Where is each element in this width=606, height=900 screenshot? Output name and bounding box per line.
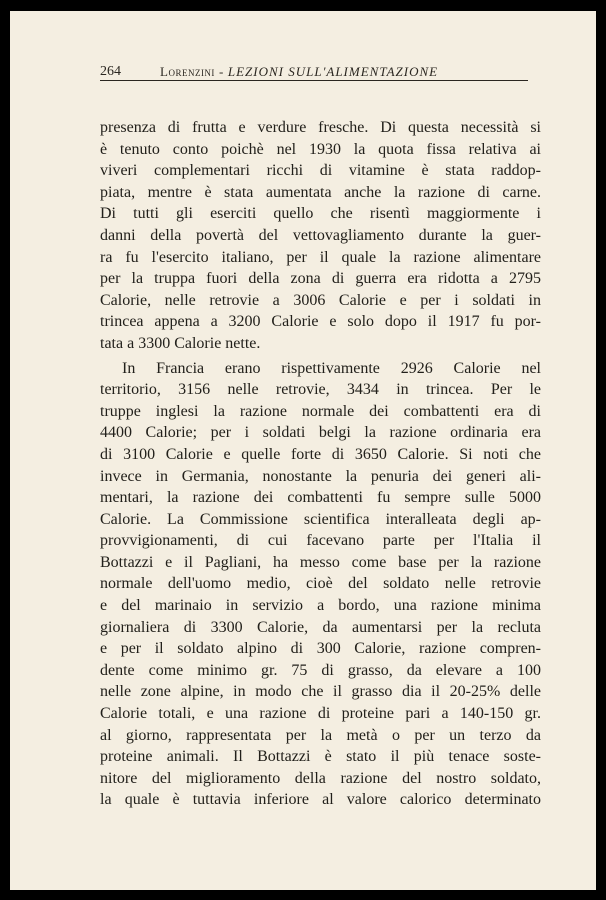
- header-separator: -: [218, 64, 224, 79]
- text-line: mentari, la razione dei combattenti fu sempre sulle 5000: [100, 489, 541, 507]
- text-line: nelle zone alpine, in modo che il grasso dia il 20-25% delle: [100, 683, 541, 701]
- text-line: viveri complementari ricchi di vitamine è stata raddop-: [100, 162, 541, 180]
- page-number: 264: [100, 64, 121, 79]
- author-name: Lorenzini: [160, 64, 215, 79]
- text-line: provvigionamenti, di cui facevano parte per l'Italia il: [100, 532, 541, 550]
- text-line: 4400 Calorie; per i soldati belgi la razione ordinaria era: [100, 424, 541, 442]
- paragraph-2: [100, 358, 541, 811]
- text-line: per la truppa fuori della zona di guerra era ridotta a 2795: [100, 270, 541, 288]
- text-line: normale dell'uomo medio, cioè del soldato nelle retrovie: [100, 575, 541, 593]
- text-line: piata, mentre è stata aumentata anche la razione di carne.: [100, 183, 541, 201]
- body-text: [100, 117, 541, 811]
- text-line: e per il soldato alpino di 300 Calorie, razione compren-: [100, 640, 541, 658]
- text-line: Calorie totali, e una razione di proteine pari a 140-150 gr.: [100, 705, 541, 723]
- text-line: Calorie, nelle retrovie a 3006 Calorie e per i soldati in: [100, 291, 541, 309]
- text-line: Di tutti gli eserciti quello che risentì maggiormente i: [100, 205, 541, 223]
- text-line: e del marinaio in servizio a bordo, una razione minima: [100, 597, 541, 615]
- text-line: trincea appena a 3200 Calorie e solo dopo il 1917 fu por-: [100, 313, 541, 331]
- text-line: territorio, 3156 nelle retrovie, 3434 in trincea. Per le: [100, 381, 541, 399]
- text-line: tata a 3300 Calorie nette.: [100, 334, 261, 352]
- text-line: danni della povertà del vettovagliamento durante la guer-: [100, 226, 541, 244]
- text-line: proteine animali. Il Bottazzi è stato il più tenace soste-: [100, 748, 541, 766]
- book-title: LEZIONI SULL'ALIMENTAZIONE: [227, 64, 439, 79]
- text-line: è tenuto conto poichè nel 1930 la quota fissa relativa ai: [100, 140, 541, 158]
- text-line: giornaliera di 3300 Calorie, da aumentarsi per la recluta: [100, 618, 541, 636]
- text-line: ra fu l'esercito italiano, per il quale la razione alimentare: [100, 248, 541, 266]
- header-rule: [100, 80, 528, 81]
- text-line: Calorie. La Commissione scientifica interalleata degli ap-: [100, 510, 541, 528]
- text-line: Bottazzi e il Pagliani, ha messo come base per la razione: [100, 553, 541, 571]
- book-page: [10, 11, 596, 890]
- text-line: dente come minimo gr. 75 di grasso, da elevare a 100: [100, 661, 541, 679]
- text-line: In Francia erano rispettivamente 2926 Calorie nel: [122, 359, 541, 377]
- text-line: di 3100 Calorie e quelle forte di 3650 Calorie. Si noti che: [100, 445, 541, 463]
- text-line: al giorno, rappresentata per la metà o per un terzo da: [100, 726, 541, 744]
- paragraph-1: [100, 117, 541, 355]
- text-line: truppe inglesi la razione normale dei combattenti era di: [100, 402, 541, 420]
- running-title: [160, 64, 438, 80]
- text-line: presenza di frutta e verdure fresche. Di questa necessità si: [100, 119, 541, 136]
- text-line: invece in Germania, nonostante la penuria dei generi ali-: [100, 467, 541, 485]
- text-line: la quale è tuttavia inferiore al valore calorico determinato: [100, 791, 541, 809]
- text-line: nitore del miglioramento della razione del nostro soldato,: [100, 769, 541, 787]
